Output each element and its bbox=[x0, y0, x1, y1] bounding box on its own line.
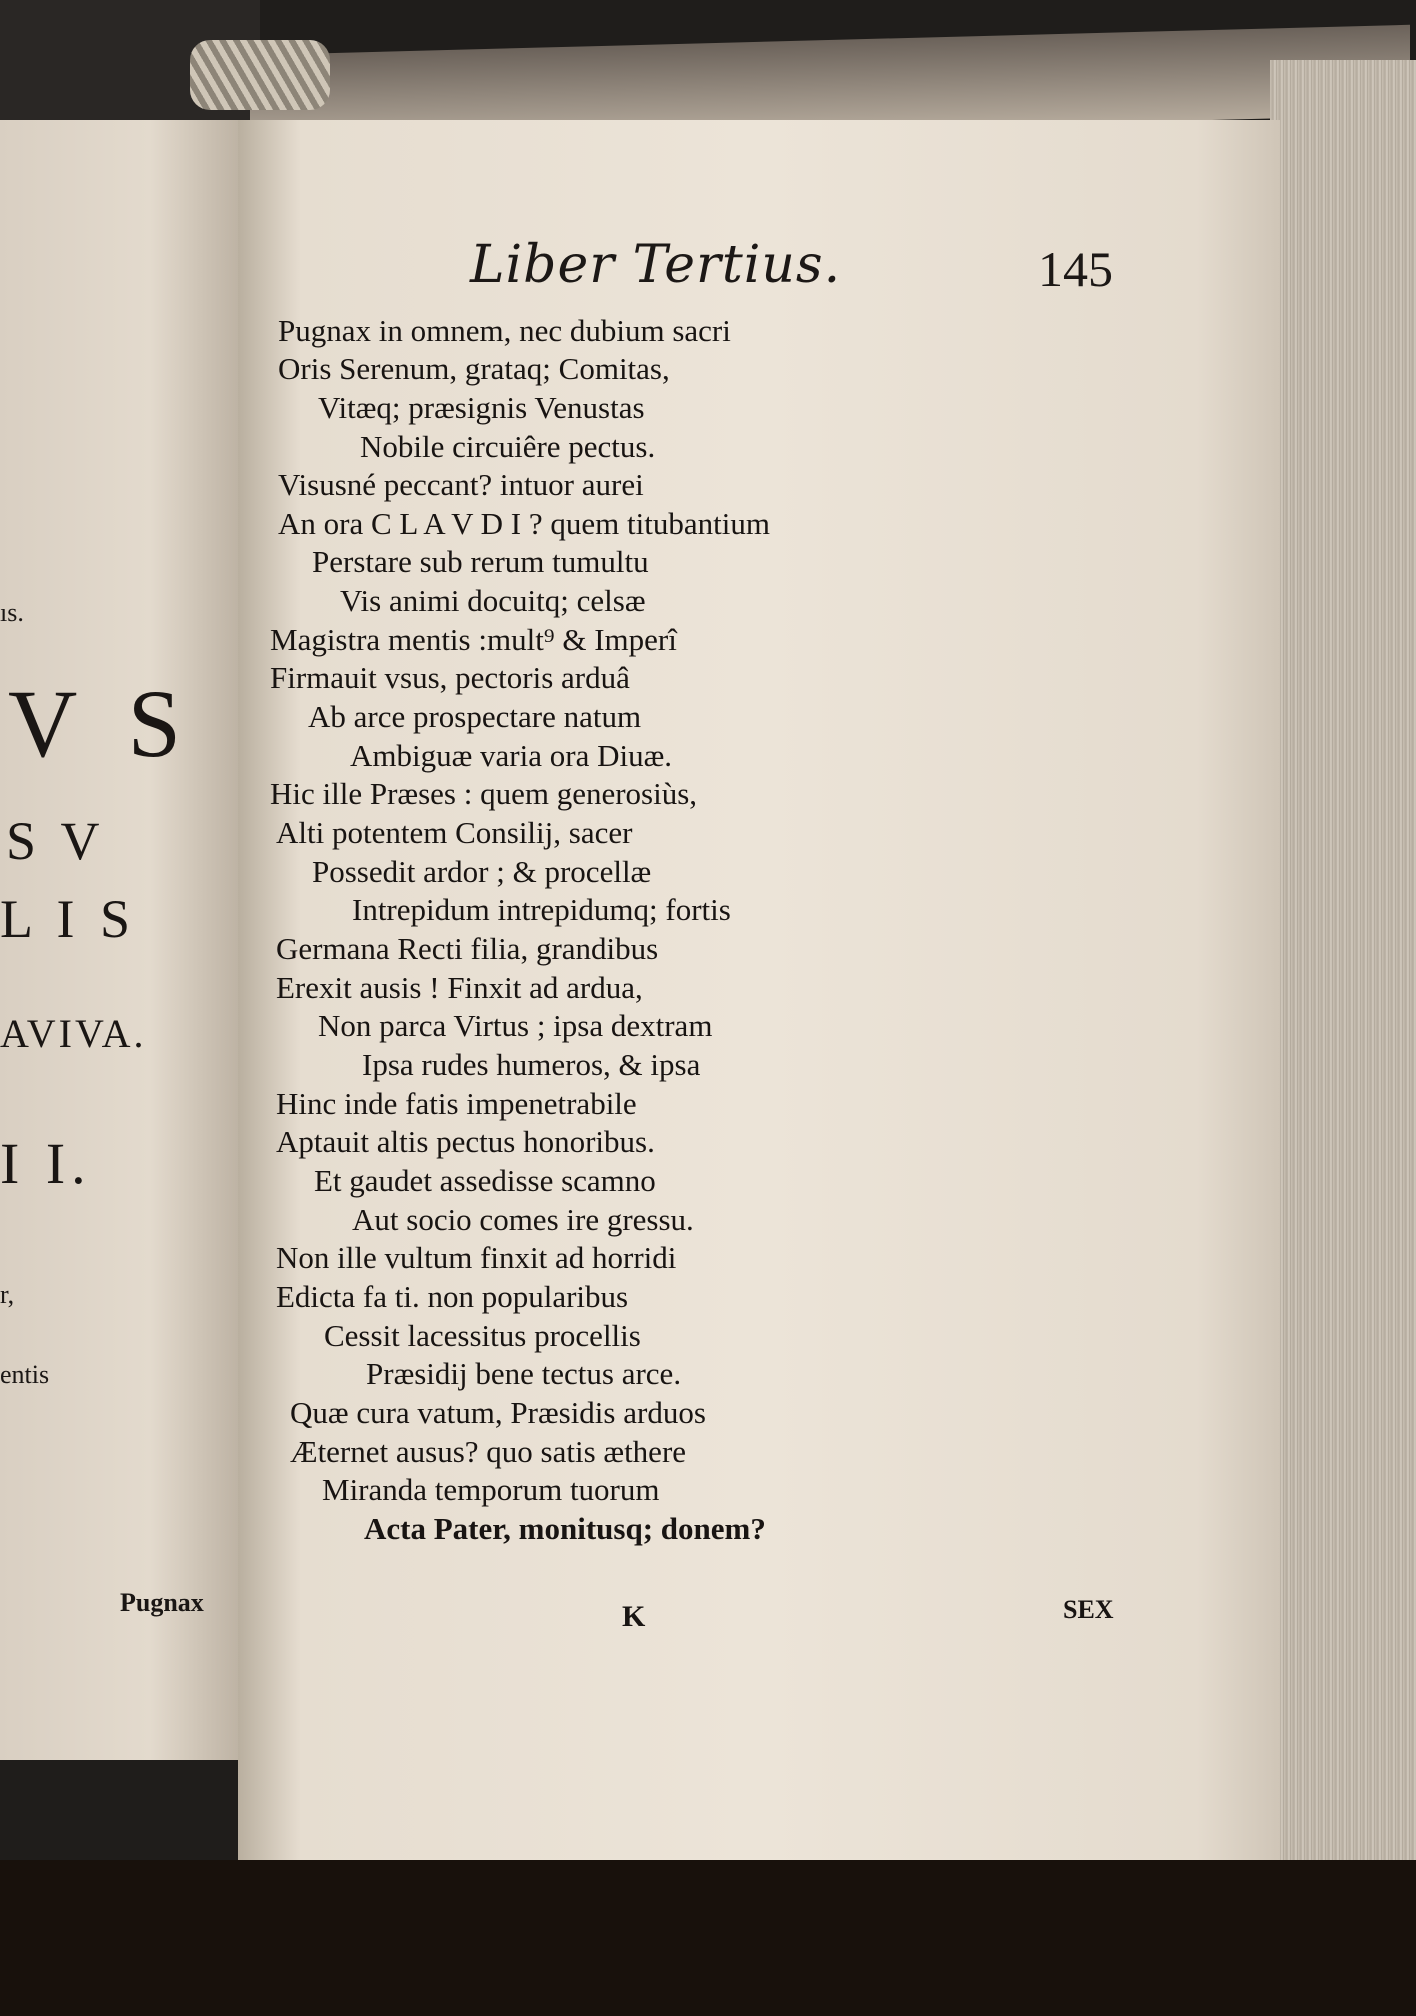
verse-line: Præsidij bene tectus arce. bbox=[366, 1356, 682, 1391]
left-page-fragment: L I S bbox=[0, 889, 136, 949]
verse-line: Possedit ardor ; & procellæ bbox=[312, 854, 652, 889]
verse-line: Visusné peccant? intuor aurei bbox=[278, 467, 644, 502]
verse-line: Æternet ausus? quo satis æthere bbox=[290, 1434, 687, 1469]
verse-line: Miranda temporum tuorum bbox=[322, 1472, 660, 1507]
verse-line: Hinc inde fatis impenetrabile bbox=[276, 1086, 637, 1121]
verse-line: Non parca Virtus ; ipsa dextram bbox=[318, 1008, 713, 1043]
verse-line: Ab arce prospectare natum bbox=[308, 699, 642, 734]
left-page-catchword: Pugnax bbox=[120, 1588, 204, 1617]
left-page-fragment: I I. bbox=[0, 1131, 92, 1196]
verse-line: Firmauit vsus, pectoris arduâ bbox=[270, 660, 630, 695]
verse-line: Cessit lacessitus procellis bbox=[324, 1318, 641, 1353]
bottom-background bbox=[0, 1860, 1416, 2016]
verse-line: Edicta fa ti. non popularibus bbox=[276, 1279, 629, 1314]
verse-line: Aptauit altis pectus honoribus. bbox=[276, 1124, 655, 1159]
left-page-fragment: ıs. bbox=[0, 598, 24, 627]
verse-line: Acta Pater, monitusq; donem? bbox=[364, 1511, 766, 1546]
verse-line: Nobile circuiêre pectus. bbox=[360, 429, 656, 464]
verse-line: Quæ cura vatum, Præsidis arduos bbox=[290, 1395, 706, 1430]
page-number: 145 bbox=[1038, 241, 1113, 297]
signature-mark: K bbox=[622, 1600, 646, 1633]
running-title: Liber Tertius. bbox=[470, 235, 842, 295]
left-page-fragment: V S bbox=[8, 670, 195, 777]
verse-line: Vitæq; præsignis Venustas bbox=[318, 390, 645, 425]
verse-line: Hic ille Præses : quem generosiùs, bbox=[270, 776, 698, 811]
verse-line: Magistra mentis :mult⁹ & Imperî bbox=[270, 622, 677, 657]
verse-line: Germana Recti filia, grandibus bbox=[276, 931, 659, 966]
catchword: SEX bbox=[1063, 1595, 1114, 1624]
verse-line: Et gaudet assedisse scamno bbox=[314, 1163, 656, 1198]
headband bbox=[190, 40, 330, 110]
verse-line: Vis animi docuitq; celsæ bbox=[340, 583, 646, 618]
verse-line: Aut socio comes ire gressu. bbox=[352, 1202, 694, 1237]
verse-line: Perstare sub rerum tumultu bbox=[312, 544, 649, 579]
verse-line: Erexit ausis ! Finxit ad ardua, bbox=[276, 970, 643, 1005]
verse-line: Intrepidum intrepidumq; fortis bbox=[352, 892, 731, 927]
verse-line: Alti potentem Consilij, sacer bbox=[276, 815, 633, 850]
verse-line: Non ille vultum finxit ad horridi bbox=[276, 1240, 677, 1275]
left-page-fragment: entis bbox=[0, 1360, 50, 1389]
verse-line: An ora C L A V D I ? quem titubantium bbox=[278, 506, 770, 541]
verse-line: Oris Serenum, grataq; Comitas, bbox=[278, 351, 670, 386]
verse-line: Ambiguæ varia ora Diuæ. bbox=[350, 738, 673, 773]
verse-line: Pugnax in omnem, nec dubium sacri bbox=[278, 313, 731, 348]
left-page-fragment: S V bbox=[6, 811, 106, 871]
verse-line: Ipsa rudes humeros, & ipsa bbox=[362, 1047, 701, 1082]
page-block-edge bbox=[1270, 60, 1416, 1880]
left-page-fragment: r, bbox=[0, 1280, 15, 1309]
left-page-fragment: AVIVA. bbox=[0, 1011, 147, 1056]
